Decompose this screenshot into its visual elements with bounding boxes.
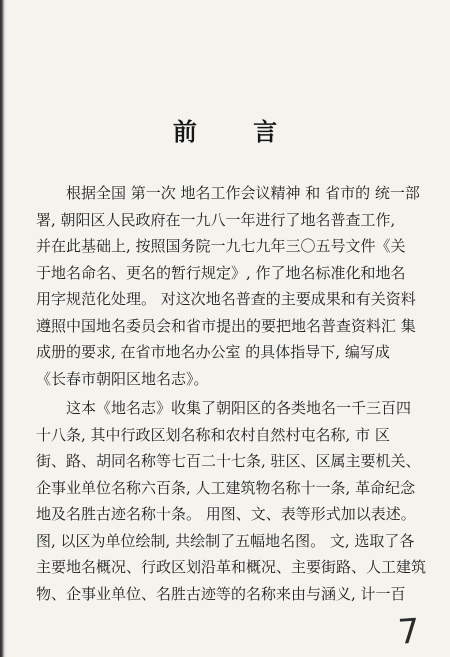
paragraph-1-line-8: 《长春市朝阳区地名志》。 xyxy=(36,369,209,388)
paragraph-2-line-6: 图, 以区为单位绘制, 共绘制了五幅地名图。 文, 选取了各 xyxy=(36,531,415,550)
paragraph-2-line-2: 十八条, 其中行政区划名称和农村自然村屯名称, 市 区 xyxy=(36,425,390,444)
page-number: 7 xyxy=(396,611,422,653)
page-title: 前 言 xyxy=(172,118,302,146)
paragraph-2-line-3: 街、路、胡同名称等七百二十七条, 驻区、区属主要机关、 xyxy=(36,452,421,470)
document-body xyxy=(36,180,426,607)
paragraph-1-line-6: 遵照中国地名委员会和省市提出的要把地名普查资料汇 集 xyxy=(36,316,416,335)
scan-edge-shadow xyxy=(0,0,6,657)
paragraph-2-line-1: 这本《地名志》收集了朝阳区的各类地名一千三百四 xyxy=(66,399,412,417)
paragraph-2-line-8: 物、企事业单位、名胜古迹等的名称来由与涵义, 计一百 xyxy=(36,584,406,603)
paragraph-1-line-1: 根据全国 第一次 地名工作会议精神 和 省市的 统一部 xyxy=(66,184,420,202)
paragraph-1-line-7: 成册的要求, 在省市地名办公室 的具体指导下, 编写成 xyxy=(36,343,390,361)
paragraph-2-line-4: 企事业单位名称六百条, 人工建筑物名称十一条, 革命纪念 xyxy=(36,478,416,497)
paragraph-2-line-7: 主要地名概况、行政区划沿革和概况、主要街路、人工建筑 xyxy=(36,558,426,576)
paragraph-1-line-3: 并在此基础上, 按照国务院一九七九年三〇五号文件《关 xyxy=(36,237,406,255)
paragraph-2-line-5: 地及名胜古迹名称十条。 用图、文、表等形式加以表述。 xyxy=(36,505,416,523)
paragraph-1-line-5: 用字规范化处理。 对这次地名普查的主要成果和有关资料 xyxy=(36,290,416,308)
paragraph-1-line-2: 署, 朝阳区人民政府在一九八一年进行了地名普查工作, xyxy=(36,210,396,229)
paragraph-1-line-4: 于地名命名、更名的暂行规定》, 作了地名标准化和地名 xyxy=(36,263,406,282)
